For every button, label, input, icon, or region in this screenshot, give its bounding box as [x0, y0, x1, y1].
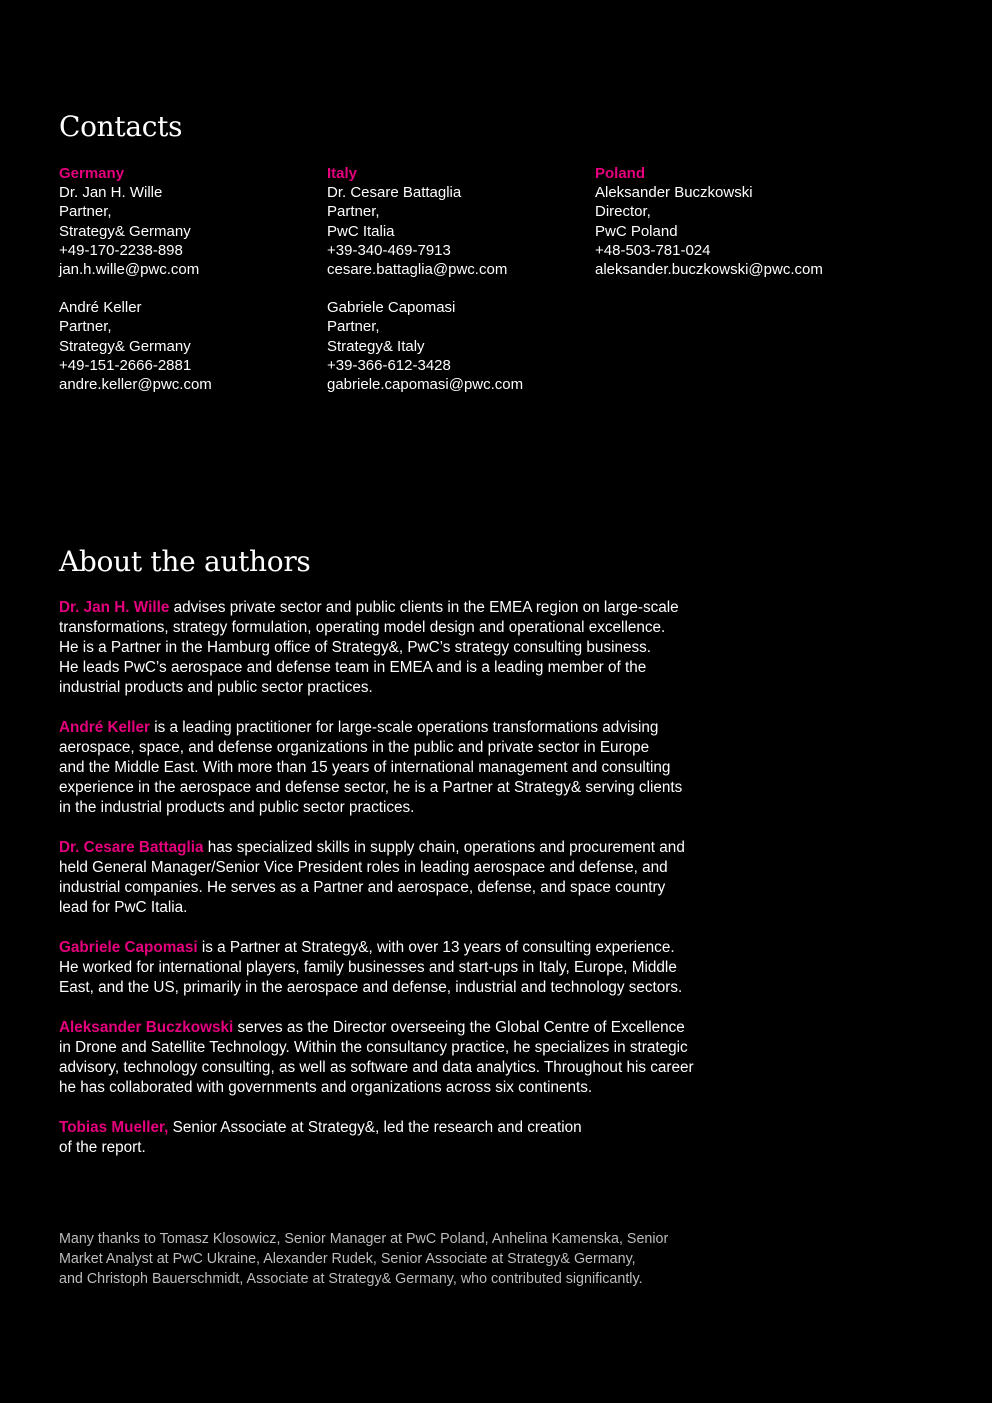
- authors-heading: About the authors: [59, 545, 311, 578]
- contact-email[interactable]: cesare.battaglia@pwc.com: [327, 261, 508, 279]
- author-name: Tobias Mueller,: [59, 1119, 169, 1136]
- contacts-heading: Contacts: [59, 110, 183, 143]
- country-label: Poland: [595, 165, 646, 182]
- contact-org: PwC Italia: [327, 222, 395, 240]
- contact-phone[interactable]: +39-340-469-7913: [327, 241, 451, 259]
- contact-org: Strategy& Germany: [59, 222, 191, 240]
- country-label: Germany: [59, 165, 125, 182]
- country-label: Italy: [327, 165, 358, 182]
- contact-org: PwC Poland: [595, 222, 678, 240]
- author-name: André Keller: [59, 719, 150, 736]
- contact-org: Strategy& Italy: [327, 337, 425, 355]
- author-bio-text: Senior Associate at Strategy&, led the research and creation of the report.: [59, 1119, 582, 1156]
- contact-email[interactable]: gabriele.capomasi@pwc.com: [327, 376, 524, 394]
- contact-name: André Keller: [59, 299, 142, 317]
- author-bio: [59, 938, 759, 998]
- acknowledgements: Many thanks to Tomasz Klosowicz, Senior Manager at PwC Poland, Anhelina Kamenska, Senior Market Analyst at PwC Ukraine, Alexander Rudek, Senior Associate at Strategy& Germany, and Christoph Bauerschmidt, Associate at Strategy& Germany, who contributed significantly.: [59, 1231, 669, 1287]
- contact-email[interactable]: aleksander.buczkowski@pwc.com: [595, 261, 823, 279]
- author-bio-text: advises private sector and public clients in the EMEA region on large-scale transformations, strategy formulation, operating model design and operational excellence. He is a Partner in the Hamburg office of Strategy&, PwC’s strategy consulting business. He leads PwC’s aerospace and defense team in EMEA and is a leading member of the industrial products and public sector practices.: [59, 599, 679, 696]
- contact-card: [59, 298, 319, 394]
- contact-name: Aleksander Buczkowski: [595, 184, 753, 202]
- contact-role: Partner,: [59, 318, 112, 336]
- author-bio: [59, 1018, 759, 1098]
- contact-email[interactable]: jan.h.wille@pwc.com: [59, 261, 200, 279]
- contact-name: Gabriele Capomasi: [327, 299, 456, 317]
- contact-card: [595, 183, 895, 279]
- author-bio: [59, 838, 759, 918]
- contact-email[interactable]: andre.keller@pwc.com: [59, 376, 212, 394]
- contact-role: Partner,: [327, 203, 380, 221]
- contact-phone[interactable]: +48-503-781-024: [595, 241, 711, 259]
- contact-role: Partner,: [327, 318, 380, 336]
- contact-card: [327, 183, 587, 279]
- author-bio: [59, 718, 759, 818]
- contact-name: Dr. Jan H. Wille: [59, 184, 163, 202]
- contact-column-poland: [595, 164, 895, 298]
- contacts-grid: [59, 164, 939, 404]
- contact-name: Dr. Cesare Battaglia: [327, 184, 462, 202]
- author-bio-text: has specialized skills in supply chain, operations and procurement and held General Manager/Senior Vice President roles in leading aerospace and defense, and industrial companies. He serves as a Partner and aerospace, defense, and space country lead for PwC Italia.: [59, 839, 685, 916]
- author-bios: [59, 598, 759, 1178]
- author-bio-text: is a Partner at Strategy&, with over 13 years of consulting experience. He worked for international players, family businesses and start-ups in Italy, Europe, Middle East, and the US, primarily in the aerospace and defense, industrial and technology sectors.: [59, 939, 683, 996]
- contact-column-germany: [59, 164, 319, 413]
- author-name: Dr. Cesare Battaglia: [59, 839, 204, 856]
- contact-phone[interactable]: +49-170-2238-898: [59, 241, 183, 259]
- contact-role: Partner,: [59, 203, 112, 221]
- author-bio: [59, 1118, 759, 1158]
- contact-role: Director,: [595, 203, 651, 221]
- author-name: Gabriele Capomasi: [59, 939, 198, 956]
- contact-org: Strategy& Germany: [59, 337, 191, 355]
- author-bio: [59, 598, 759, 698]
- author-bio-text: serves as the Director overseeing the Global Centre of Excellence in Drone and Satellite Technology. Within the consultancy practice, he specializes in strategic advisory, technology consulting, as well as software and data analytics. Throughout his career he has collaborated with governments and organizations across six continents.: [59, 1019, 694, 1096]
- contact-phone[interactable]: +39-366-612-3428: [327, 356, 451, 374]
- contact-card: [327, 298, 587, 394]
- contact-column-italy: [327, 164, 587, 413]
- author-name: Aleksander Buczkowski: [59, 1019, 234, 1036]
- author-bio-text: is a leading practitioner for large-scale operations transformations advising aerospace, space, and defense organizations in the public and private sector in Europe and the Middle East. With more than 15 years of international management and consulting experience in the aerospace and defense sector, he is a Partner at Strategy& serving clients in the industrial products and public sector practices.: [59, 719, 683, 816]
- contact-phone[interactable]: +49-151-2666-2881: [59, 356, 192, 374]
- author-name: Dr. Jan H. Wille: [59, 599, 170, 616]
- contact-card: [59, 183, 319, 279]
